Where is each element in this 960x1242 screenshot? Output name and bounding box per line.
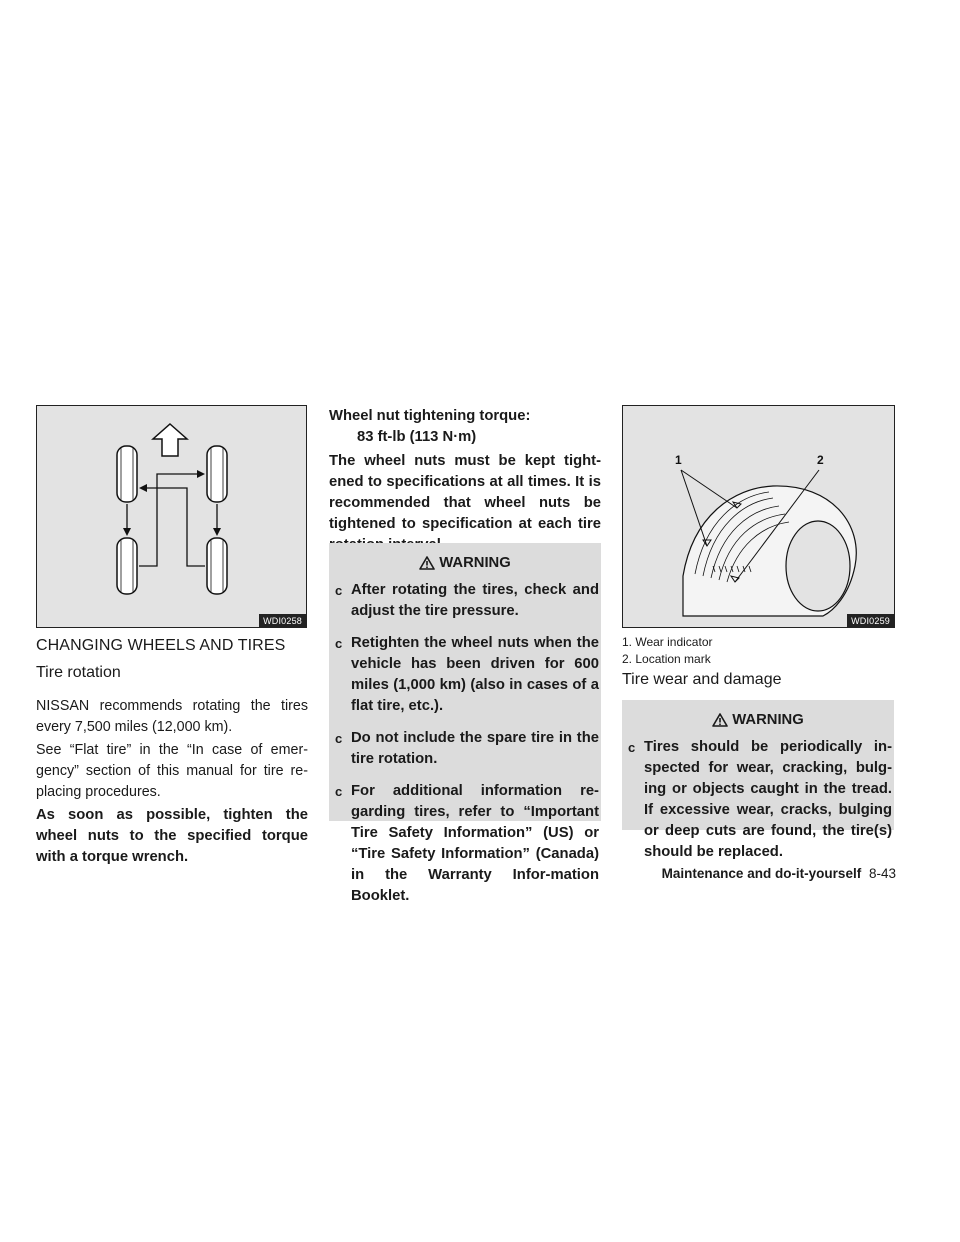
bullet-c-icon: c xyxy=(335,636,343,651)
callout-label: 2 xyxy=(817,453,824,467)
warning-item: c For additional information re-garding tires, refer to “Important Tire Safety Information” (US) or “Tire Safety Information” (Canada) in the Warranty Infor-mation Booklet. xyxy=(335,783,599,904)
paragraph: See “Flat tire” in the “In case of emer-gency” section of this manual for tire re-placing procedures. xyxy=(36,742,308,800)
bullet-c-icon: c xyxy=(335,583,343,598)
bullet-c-icon: c xyxy=(335,784,343,799)
warning-box xyxy=(622,700,894,860)
page-footer xyxy=(620,866,896,881)
warning-item: c Do not include the spare tire in the tire rotation. xyxy=(335,730,599,767)
figure-code: WDI0258 xyxy=(259,614,306,627)
paragraph-bold: As soon as possible, tighten the wheel nuts to the specified torque with a torque wrench. xyxy=(36,807,308,865)
figure-caption: 2. Location mark xyxy=(622,652,711,666)
warning-triangle-icon xyxy=(419,556,435,570)
bullet-c-icon: c xyxy=(335,731,343,746)
tire-wear-diagram xyxy=(623,406,894,627)
bullet-c-icon: c xyxy=(628,740,636,755)
tire-rotation-figure xyxy=(36,405,307,628)
warning-list xyxy=(624,737,892,863)
warning-triangle-icon xyxy=(712,713,728,727)
tire-rotation-diagram xyxy=(37,406,306,627)
paragraph: NISSAN recommends rotating the tires every 7,500 miles (12,000 km). xyxy=(36,698,308,735)
figure-caption: 1. Wear indicator xyxy=(622,635,713,649)
torque-value: 83 ft-lb (113 N·m) xyxy=(357,429,477,445)
warning-item: c Retighten the wheel nuts when the vehicle has been driven for 600 miles (1,000 km) (also in cases of a flat tire, etc.). xyxy=(335,635,599,714)
torque-label: Wheel nut tightening torque: xyxy=(329,408,531,424)
callout-label: 1 xyxy=(675,453,682,467)
warning-title: WARNING xyxy=(624,700,892,731)
subsection-title: Tire wear and damage xyxy=(622,671,782,688)
page-number: 8-43 xyxy=(868,866,896,881)
section-title: CHANGING WHEELS AND TIRES xyxy=(36,637,286,654)
warning-box xyxy=(329,543,601,904)
warning-list xyxy=(331,580,599,907)
paragraph-bold: The wheel nuts must be kept tight-ened to specifications at all times. It is recommended that wheel nuts be tightened to specification at each tire xyxy=(329,453,601,532)
figure-code: WDI0259 xyxy=(847,614,894,627)
tire-wear-figure xyxy=(622,405,895,628)
warning-item: c After rotating the tires, check and adjust the tire pressure. xyxy=(335,582,599,619)
warning-item: c Tires should be periodically in-spected for wear, cracking, bulg-ing or objects caught in the tread. If excessive wear, cracks, bulging or deep cuts are found, the tire(s) should be replaced. xyxy=(628,739,892,860)
footer-section: Maintenance and do-it-yourself xyxy=(661,866,862,881)
warning-title: WARNING xyxy=(331,543,599,574)
subsection-title: Tire rotation xyxy=(36,664,121,681)
